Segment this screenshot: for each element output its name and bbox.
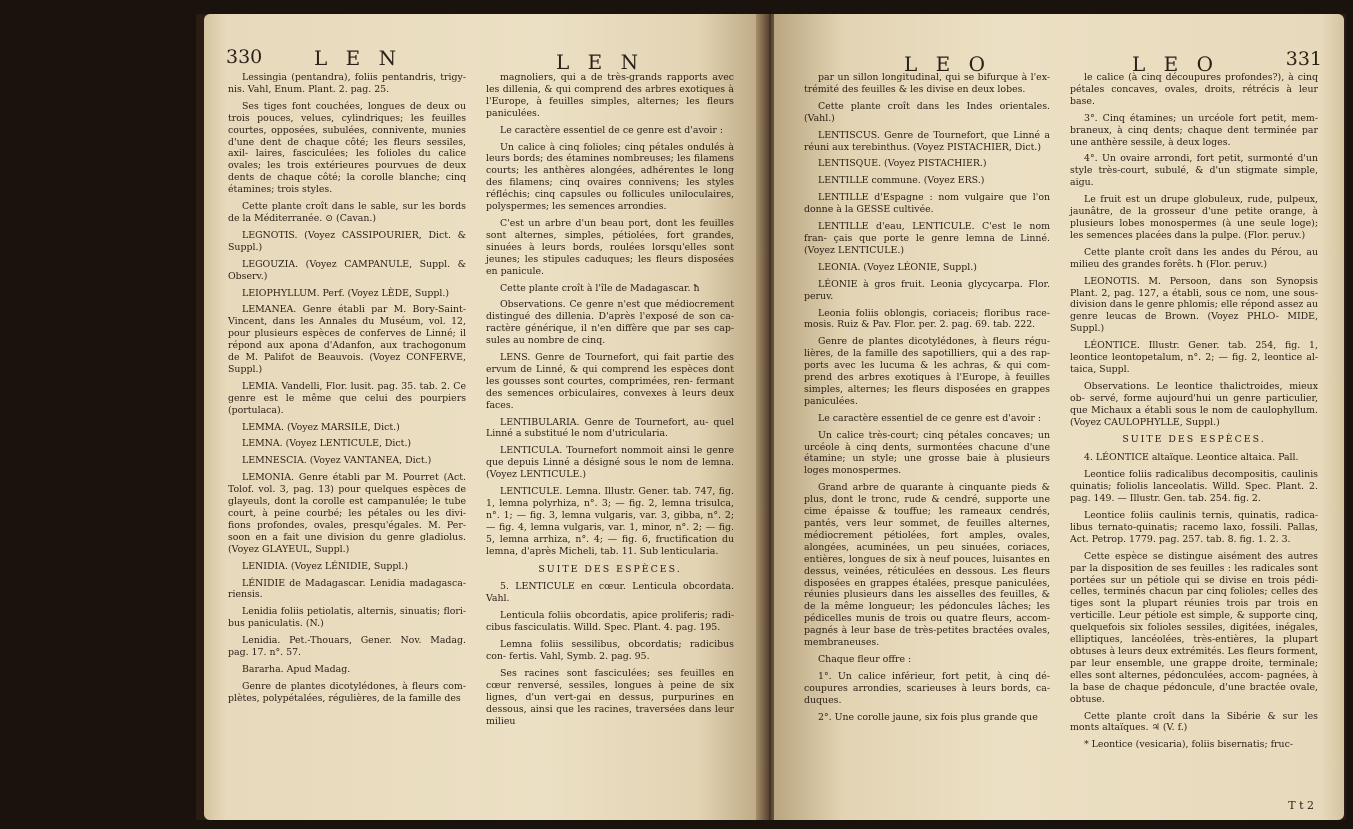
paragraph: LEGNOTIS. (Voyez CASSIPOURIER, Dict. & Suppl.) [228, 229, 466, 253]
paragraph: LENTILLE d'Espagne : nom vulgaire que l'on donne à la GESSE cultivée. [804, 192, 1050, 216]
paragraph: LEMMA. (Voyez MARSILE, Dict.) [242, 421, 400, 433]
paragraph: Ses tiges font couchées, longues de deux ou trois pouces, velues, cylindriques; les feuilles courtes, opposées, subulées, connivente, munies d'une dent de chaque côté; les fleurs sessiles, axil- laires, fasciculées; les folioles du calice ovales; les trois extérieures pourvues de deux dents de chaque côté; la corolle blanche; cinq étamines; trois styles. [228, 100, 466, 196]
paragraph: Leontice foliis caulinis ternis, quinatis, radica- libus ternato-quinatis; racemo laxo, fossili. Pallas, Act. Petrop. 1779. pag. 257. tab. 8. fig. 1. 2. 3. [1070, 510, 1318, 545]
paragraph: LEONOTIS. M. Persoon, dans son Synopsis Plant. 2, pag. 127, a établi, sous ce nom, une sous-division dans le genre phlomis; elle répond assez au genre leucas de Brown. (Voyez PHLO- MIDE, Suppl.) [1070, 275, 1318, 335]
paragraph: par un sillon longitudinal, qui se bifurque à l'ex- trémité des feuilles & les divise en deux lobes. [804, 72, 1050, 95]
paragraph: C'est un arbre d'un beau port, dont les feuilles sont alternes, simples, pétiolées, fort grandes, sinuées à leurs bords, roulées lorsqu'elles sont jeunes; les stipules caduques; les fleurs disposées en panicule. [486, 217, 734, 277]
paragraph: * Leontice (vesicaria), foliis bisernatis; fruc- [1084, 739, 1293, 751]
right-page-number: 331 [1285, 48, 1322, 70]
paragraph: Genre de plantes dicotylédones, à fleurs régu- lières, de la famille des sapotilliers, qui a des rap- ports avec les lucuma & les achras, & qui com- prend des arbres exotiques à l'Europe, à feuilles simples, alternes; les fleurs disposées en grappes paniculées. [804, 336, 1050, 407]
paragraph: Observations. Le leontice thalictroides, mieux ob- servé, forme aujourd'hui un genre particulier, que Michaux a établi sous le nom de caulophyllum. (Voyez CAULOPHYLLE, Suppl.) [1070, 380, 1318, 428]
paragraph: 3°. Cinq étamines; un urcéole fort petit, mem- braneux, à cinq dents; chaque dent terminée par une anthère sessile, à deux loges. [1070, 112, 1318, 148]
paragraph: Ses racines sont fasciculées; ses feuilles en cœur renversé, sessiles, longues à peine de six lignes, d'un vert-gai en dessus, purpurines en dessous, ainsi que les racines, traversées dans leur milieu [486, 667, 734, 727]
paragraph: Le caractère essentiel de ce genre est d'avoir : [818, 412, 1042, 424]
paragraph: LEONIA. (Voyez LÉONIE, Suppl.) [818, 261, 977, 273]
paragraph: LENTICULE. Lemna. Illustr. Gener. tab. 747, fig. 1, lemna polyrhiza, n°. 3; — fig. 2, lemna trisulca, n°. 1; — fig. 3, lemna vulgaris, var. 3, gibba, n°. 2; — fig. 4, lemna vulgaris, var. 1, minor, n°. 2; — fig. 5, lemna arrhiza, n°. 4; — fig. 6, fructification du lemna, d'après Micheli, tab. 11. Sub lenticularia. [486, 486, 734, 557]
paragraph: le calice (à cinq découpures profondes?), à cinq pétales concaves, ovales, droits, rétrécis à leur base. [1070, 72, 1318, 107]
paragraph: Grand arbre de quarante à cinquante pieds & plus, dont le tronc, rude & cendré, supporte une cime épaisse & touffue; les rameaux cendrés, pantés, vers leur sommet, de feuilles alternes, médiocrement pétiolées, fort amples, ovales, alongées, acuminées, un peu sinuées, coriaces, entières, longues de six à neuf pouces, luisantes en dessus, veinées, réticulées en dessous. Les fleurs disposées en grappes étalées, presque paniculées, réunies plusieurs dans les aisselles des feuilles, & de la même longueur; les pédoncules lâches; les pédicelles munis de trois ou quatre fleurs, accom- pagnés à leur base de très-petites bractées ovales, membraneuses. [804, 482, 1050, 649]
paragraph: Cette plante croît dans les andes du Pérou, au milieu des grandes forêts. ħ (Flor. peruv.) [1070, 246, 1318, 270]
paragraph: LENTICULA. Tournefort nommoit ainsi le genre que depuis Linné a désigné sous le nom de lemna. (Voyez LENTICULE.) [486, 445, 734, 481]
paragraph: Lessingia (pentandra), foliis pentandris, trigy- nis. Vahl, Enum. Plant. 2. pag. 25. [228, 72, 466, 95]
right-header-right: L E O [1132, 52, 1219, 76]
left-page-number: 330 [226, 46, 263, 68]
paragraph: Un calice très-court; cinq pétales concaves; un urcéole à cinq dents, surmontées chacune d'une étamine; un style; une grosse baie à plusieurs loges monospermes. [804, 429, 1050, 477]
right-column-2 [1070, 72, 1318, 756]
paragraph: Cette plante croît dans les Indes orientales. (Vahl.) [804, 100, 1050, 124]
left-column-1 [228, 72, 466, 710]
paragraph: LENTILLE d'eau, LENTICULE. C'est le nom fran- çais que porte le genre lemna de Linné. (Voyez LENTICULE.) [804, 221, 1050, 256]
paragraph: Cette plante croît dans le sable, sur les bords de la Méditerranée. ⊙ (Cavan.) [228, 201, 466, 224]
paragraph: LEIOPHYLLUM. Perf. (Voyez LÈDE, Suppl.) [242, 287, 450, 299]
paragraph: Le caractère essentiel de ce genre est d'avoir : [500, 124, 724, 136]
right-header-left: L E O [904, 52, 991, 76]
paragraph: 2°. Une corolle jaune, six fois plus grande que [818, 711, 1038, 723]
paragraph: Leonia foliis oblongis, coriaceis; floribus race- mosis. Ruiz & Pav. Flor. per. 2. pag. 69. tab. 222. [804, 307, 1050, 331]
paragraph: LEMONIA. Genre établi par M. Pourret (Act. Tolof. vol. 3, pag. 13) pour quelques espèces de glayeuls, dont la corolle est campanulée; le tube court, à peine courbé; les pétales ou les divi- fions profondes, ovales, presqu'égales. M. Per- soon en a fait une division du genre gladiolus. (Voyez GLAYEUL, Suppl.) [228, 472, 466, 555]
left-header-right: L E N [556, 50, 645, 74]
paragraph: LEMNESCIA. (Voyez VANTANEA, Dict.) [242, 455, 432, 467]
signature-mark: T t 2 [1288, 799, 1314, 812]
paragraph: Cette espèce se distingue aisément des autres par la disposition de ses feuilles : les radicales sont portées sur un pétiole qui se divise en trois pédi- celles, terminés chacun par cinq folioles; celles des tiges sont la plupart réunies trois par trois en verticille. Leur pétiole est simple, & supporte cinq, quelquefois six folioles sessiles, digitées, inégales, elliptiques, lancéolées, très-entières, la plupart obtuses à leurs deux extrémités. Les fleurs forment, par leur ensemble, une grappe droite, terminale; elles sont alternes, pédonculées, accom- pagnées, à la base de chaque pédoncule, d'une bractée ovale, obtuse. [1070, 550, 1318, 705]
open-book [196, 14, 1346, 820]
paragraph: LENIDIA. (Voyez LÉNIDIE, Suppl.) [242, 560, 408, 572]
paragraph: LENTIBULARIA. Genre de Tournefort, au- quel Linné a substitué le nom d'utricularia. [486, 416, 734, 440]
right-column-1 [804, 72, 1050, 729]
paragraph: Observations. Ce genre n'est que médiocrement distingué des dillenia. D'après l'exposé de son ca- ractère générique, il n'en diffère que par ses cap- sules au nombre de cinq. [486, 299, 734, 347]
paragraph: Genre de plantes dicotylédones, à fleurs com- plètes, polypétalées, régulières, de la famille des [228, 680, 466, 704]
left-column-2 [486, 72, 734, 732]
paragraph: LÉNIDIE de Madagascar. Lenidia madagasca- riensis. [228, 577, 466, 601]
paragraph: 4°. Un ovaire arrondi, fort petit, surmonté d'un style très-court, subulé, & d'un stigmate simple, aigu. [1070, 153, 1318, 189]
paragraph: 1°. Un calice inférieur, fort petit, à cinq dé- coupures arrondies, scarieuses à leurs bords, ca- duques. [804, 670, 1050, 706]
paragraph: LEMIA. Vandelli, Flor. lusit. pag. 35. tab. 2. Ce genre est le même que celui des pourpiers (portulaca). [228, 380, 466, 416]
paragraph: Un calice à cinq folioles; cinq pétales ondulés à leurs bords; des étamines nombreuses; les filamens courts; les anthères alongées, adhérentes le long des filamens; cinq ovaires connivens; les styles réfléchis; cinq capsules ou follicules uniloculaires, polyspermes; les semences arrondies. [486, 141, 734, 213]
paragraph: SUITE DES ESPÈCES. [1122, 434, 1266, 446]
paragraph: Le fruit est un drupe globuleux, rude, pulpeux, jaunâtre, de la grosseur d'une petite orange, à plusieurs lobes monospermes (à une seule loge); les semences placées dans la pulpe. (Flor. peruv.) [1070, 194, 1318, 241]
paragraph: Lemna foliis sessilibus, obcordatis; radicibus con- fertis. Vahl, Symb. 2. pag. 95. [486, 639, 734, 662]
paragraph: LEMANEA. Genre établi par M. Bory-Saint- Vincent, dans les Annales du Muséum, vol. 12, pour plusieurs espèces de conferves de Linné; il répond aux apona d'Adanfon, aux trachogonum de M. Palifot de Beauvois. (Voyez CONFERVE, Suppl.) [228, 304, 466, 375]
paragraph: Chaque fleur offre : [818, 653, 912, 665]
paragraph: LENTILLE commune. (Voyez ERS.) [818, 175, 985, 187]
paragraph: Bararha. Apud Madag. [242, 663, 351, 675]
paragraph: magnoliers, qui a de très-grands rapports avec les dillenia, & qui comprend des arbres exotiques à l'Europe, à feuilles simples, alternes; les fleurs paniculées. [486, 72, 734, 119]
paragraph: LENS. Genre de Tournefort, qui fait partie des ervum de Linné, & qui comprend les espèces dont les gousses sont courtes, comprimées, ren- fermant des semences orbiculaires, convexes à leurs deux faces. [486, 352, 734, 411]
left-page [204, 14, 766, 820]
paragraph: LEGOUZIA. (Voyez CAMPANULE, Suppl. & Observ.) [228, 258, 466, 282]
paragraph: LÉONIE à gros fruit. Leonia glycycarpa. Flor. peruv. [804, 278, 1050, 302]
paragraph: Cette plante croît dans la Sibérie & sur les monts altaïques. ♃ (V. f.) [1070, 710, 1318, 734]
paragraph: Lenidia. Pet.-Thouars, Gener. Nov. Madag. pag. 17. n°. 57. [228, 635, 466, 659]
paragraph: Lenidia foliis petiolatis, alternis, sinuatis; flori- bus paniculatis. (N.) [228, 606, 466, 630]
paragraph: 4. LÉONTICE altaïque. Leontice altaica. Pall. [1084, 452, 1299, 464]
left-header-left: L E N [314, 46, 403, 70]
paragraph: Cette plante croît à l'île de Madagascar. ħ [500, 282, 700, 294]
right-page [774, 14, 1344, 820]
paragraph: Lenticula foliis obcordatis, apice proliferis; radi- cibus fasciculatis. Willd. Spec. Plant. 4. pag. 195. [486, 610, 734, 634]
paragraph: LÉONTICE. Illustr. Gener. tab. 254, fig. 1, leontice leontopetalum, n°. 2; — fig. 2, leontice al- taica, Suppl. [1070, 340, 1318, 375]
paragraph: LEMNA. (Voyez LENTICULE, Dict.) [242, 438, 412, 450]
paragraph: LENTISCUS. Genre de Tournefort, que Linné a réuni aux terebinthus. (Voyez PISTACHIER, Dict.) [804, 129, 1050, 153]
paragraph: 5. LENTICULE en cœur. Lenticula obcordata. Vahl. [486, 581, 734, 605]
paragraph: SUITE DES ESPÈCES. [538, 563, 682, 575]
paragraph: LENTISQUE. (Voyez PISTACHIER.) [818, 158, 987, 170]
paragraph: Leontice foliis radicalibus decompositis, caulinis quinatis; foliolis lanceolatis. Willd. Spec. Plant. 2. pag. 149. — Illustr. Gen. tab. 254. fig. 2. [1070, 469, 1318, 505]
